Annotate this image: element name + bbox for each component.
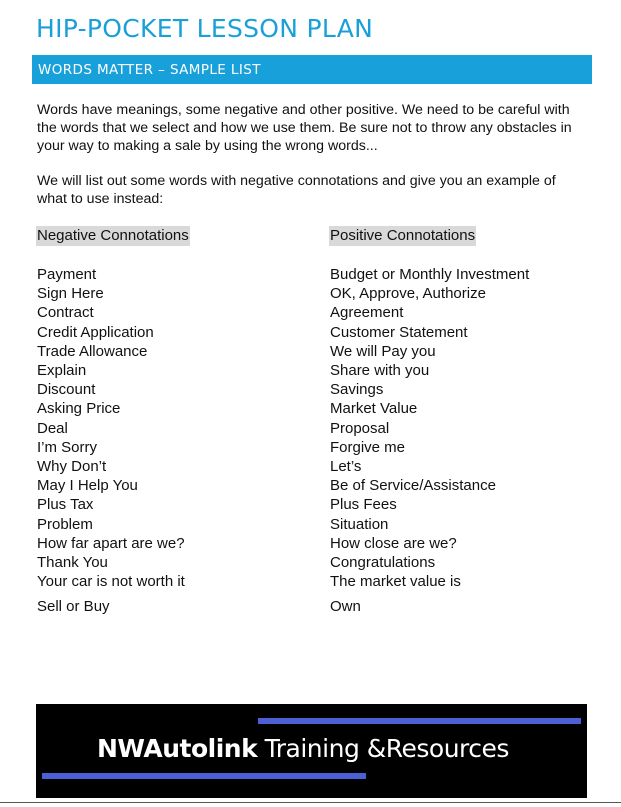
positive-word-list [330,265,529,617]
positive-word: Agreement [330,304,404,322]
negative-word: Your car is not worth it [37,573,185,591]
positive-word: Savings [330,381,384,399]
negative-word: How far apart are we? [37,534,185,552]
negative-word: Problem [37,515,93,533]
positive-word: Customer Statement [330,323,468,341]
intro-paragraph: Words have meanings, some negative and other positive. We need to be careful with the words that we select and how we use them. Be sure not to throw any obstacles in your way to making a sale by using the wrong words... [37,102,572,154]
negative-word: Sell or Buy [37,598,110,616]
logo-stripe-bottom [42,773,366,779]
negative-word: Payment [37,266,97,283]
positive-word: Plus Fees [330,496,397,514]
positive-word: We will Pay you [330,342,436,360]
logo-brand: NWAutolink [97,734,258,763]
logo-text [97,732,509,766]
negative-word: Thank You [37,554,108,572]
negative-word: May I Help You [37,477,138,495]
list-intro-paragraph: We will list out some words with negative connotations and give you an example of what to use instead: [37,173,556,207]
footer-logo [36,704,587,798]
logo-stripe-top [258,718,581,724]
page-bottom-rule [0,802,621,803]
positive-word: How close are we? [330,534,457,552]
positive-word: Market Value [330,400,418,418]
positive-word: Budget or Monthly Investment [330,266,530,283]
logo-end: &Resources [366,734,509,763]
negative-word-list [37,265,185,617]
negative-column-header: Negative Connotations [37,227,189,244]
positive-word: Congratulations [330,554,436,572]
negative-word: Asking Price [37,400,121,418]
positive-word: Proposal [330,419,390,437]
negative-word: Sign Here [37,285,104,303]
negative-word: Deal [37,419,68,437]
section-heading: WORDS MATTER – SAMPLE LIST [38,62,261,78]
negative-word: Plus Tax [37,496,94,514]
negative-word: Credit Application [37,323,154,341]
section-banner [32,55,592,84]
positive-word: Situation [330,515,389,533]
positive-word: Own [330,598,361,616]
positive-word: Let’s [330,458,362,476]
negative-word: Discount [37,381,96,399]
positive-word: The market value is [330,573,461,591]
positive-word: Be of Service/Assistance [330,477,496,495]
negative-word: I’m Sorry [37,438,97,456]
positive-word: Forgive me [330,438,406,456]
positive-column-header: Positive Connotations [330,227,476,244]
page-title: HIP-POCKET LESSON PLAN [36,14,374,43]
negative-word: Why Don’t [37,458,107,476]
positive-word: OK, Approve, Authorize [330,285,486,303]
logo-middle: Training [257,734,367,763]
negative-word: Contract [37,304,94,322]
negative-word: Trade Allowance [37,342,148,360]
positive-word: Share with you [330,362,430,380]
negative-word: Explain [37,362,87,380]
